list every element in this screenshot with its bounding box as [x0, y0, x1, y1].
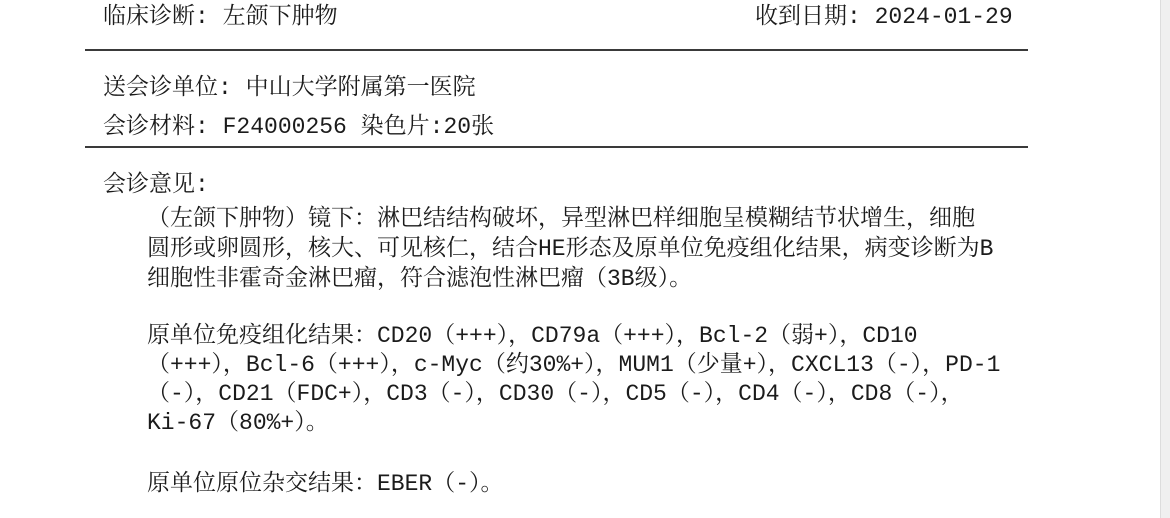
info-divider [85, 146, 1028, 148]
ihc-line: 原单位免疫组化结果：CD20（+++），CD79a（+++），Bcl-2（弱+），CD10 [147, 323, 918, 349]
sending-unit-value: 中山大学附属第一医院 [245, 75, 476, 101]
slide-count: 染色片:20张 [360, 114, 495, 140]
clinical-diagnosis-value: 左颌下肿物 [222, 4, 338, 30]
clinical-diagnosis [103, 2, 338, 32]
header-divider [85, 49, 1028, 51]
ihc-line: （+++），Bcl-6（+++），c-Myc（约30%+），MUM1（少量+），CXCL13（-），PD-1 [147, 352, 1001, 378]
ihc-line: （-），CD21（FDC+），CD3（-），CD30（-），CD5（-），CD4（-），CD8（-）， [147, 381, 964, 407]
material-number: F24000256 [222, 114, 347, 140]
consult-material [103, 112, 494, 142]
received-date-label: 收到日期: [755, 4, 861, 30]
sending-unit [103, 73, 476, 103]
sending-unit-label: 送会诊单位: [103, 75, 232, 101]
diagnosis-line: 圆形或卵圆形，核大、可见核仁，结合HE形态及原单位免疫组化结果，病变诊断为B [147, 236, 994, 262]
ish-results-paragraph [147, 469, 504, 499]
diagnosis-paragraph [147, 204, 993, 294]
received-date-value: 2024-01-29 [874, 4, 1013, 30]
page-edge [1160, 0, 1170, 518]
clinical-diagnosis-label: 临床诊断: [103, 4, 209, 30]
received-date [755, 2, 1013, 32]
ish-line: 原单位原位杂交结果：EBER（-）。 [147, 471, 504, 497]
opinion-heading: 会诊意见: [103, 172, 209, 198]
material-label: 会诊材料: [103, 114, 209, 140]
diagnosis-line: （左颌下肿物）镜下：淋巴结结构破坏，异型淋巴样细胞呈模糊结节状增生，细胞 [147, 206, 975, 232]
diagnosis-line: 细胞性非霍奇金淋巴瘤，符合滤泡性淋巴瘤（3B级）。 [147, 266, 693, 292]
ihc-results-paragraph [147, 322, 1000, 438]
ihc-line: Ki-67（80%+）。 [147, 410, 329, 436]
